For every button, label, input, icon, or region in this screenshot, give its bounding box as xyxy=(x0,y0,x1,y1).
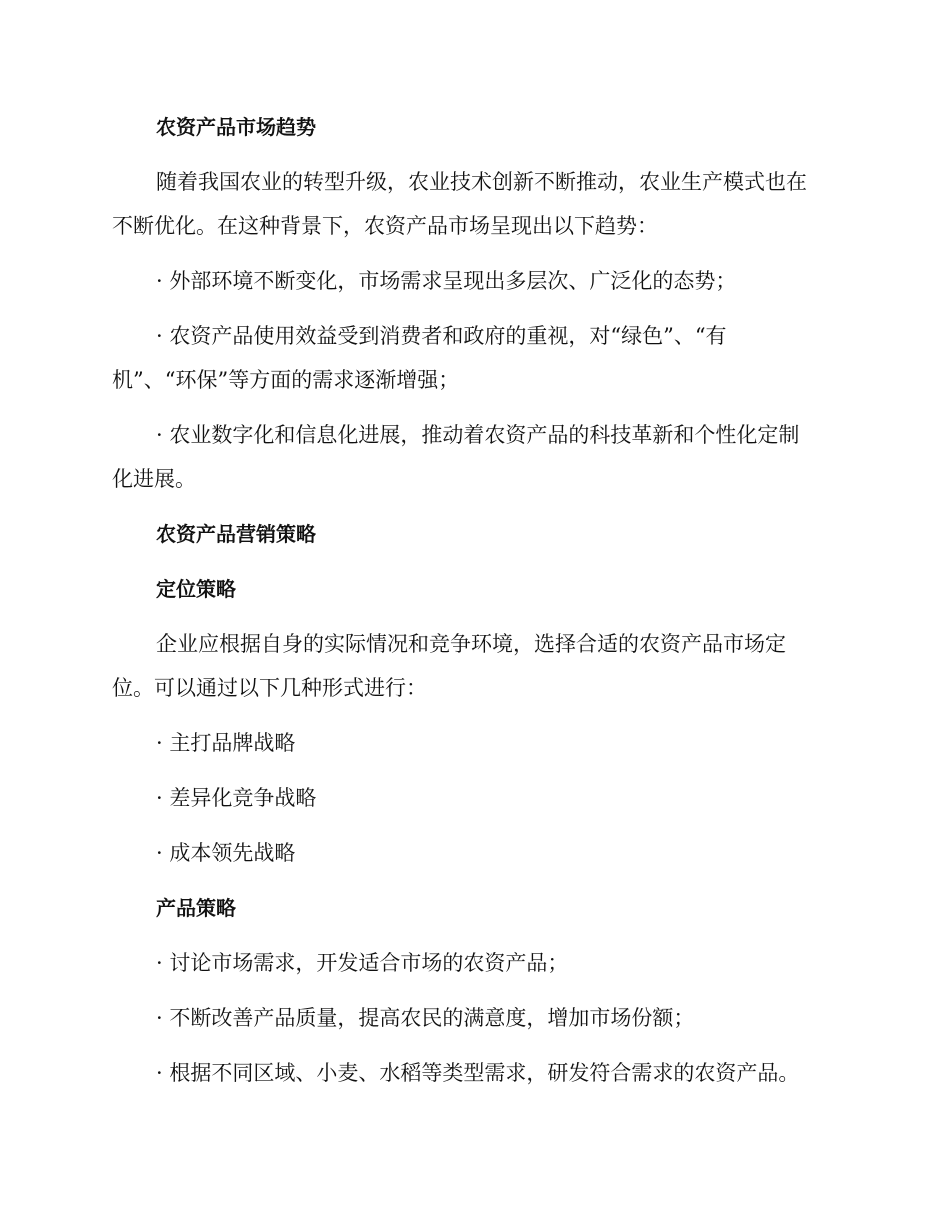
positioning-bullet-3: · 成本领先战略 xyxy=(156,841,296,865)
positioning-intro-line-2: 位。可以通过以下几种形式进行： xyxy=(112,676,427,700)
trend-bullet-1: · 外部环境不断变化，市场需求呈现出多层次、广泛化的态势； xyxy=(156,269,737,293)
section-heading-marketing-strategy: 农资产品营销策略 xyxy=(156,522,316,546)
positioning-intro-line-1: 企业应根据自身的实际情况和竞争环境，选择合适的农资产品市场定 xyxy=(156,632,786,656)
product-bullet-3: · 根据不同区域、小麦、水稻等类型需求，研发符合需求的农资产品。 xyxy=(156,1061,800,1085)
trend-bullet-3-line-2: 化进展。 xyxy=(112,467,196,491)
trend-bullet-2-line-1: · 农资产品使用效益受到消费者和政府的重视，对“绿色”、“有 xyxy=(156,324,727,348)
product-bullet-2: · 不断改善产品质量，提高农民的满意度，增加市场份额； xyxy=(156,1006,695,1030)
positioning-bullet-1: · 主打品牌战略 xyxy=(156,731,296,755)
trend-intro-line-2: 不断优化。在这种背景下，农资产品市场呈现出以下趋势： xyxy=(112,214,658,238)
product-bullet-1: · 讨论市场需求，开发适合市场的农资产品； xyxy=(156,951,569,975)
subsection-heading-product: 产品策略 xyxy=(156,896,236,920)
subsection-heading-positioning: 定位策略 xyxy=(156,577,236,601)
trend-bullet-3-line-1: · 农业数字化和信息化进展，推动着农资产品的科技革新和个性化定制 xyxy=(156,423,800,447)
positioning-bullet-2: · 差异化竞争战略 xyxy=(156,786,317,810)
document-content xyxy=(112,110,842,1090)
section-heading-market-trend: 农资产品市场趋势 xyxy=(156,115,316,139)
trend-bullet-2-line-2: 机”、“环保”等方面的需求逐渐增强； xyxy=(112,368,460,392)
trend-intro-line-1: 随着我国农业的转型升级，农业技术创新不断推动，农业生产模式也在 xyxy=(156,170,807,194)
